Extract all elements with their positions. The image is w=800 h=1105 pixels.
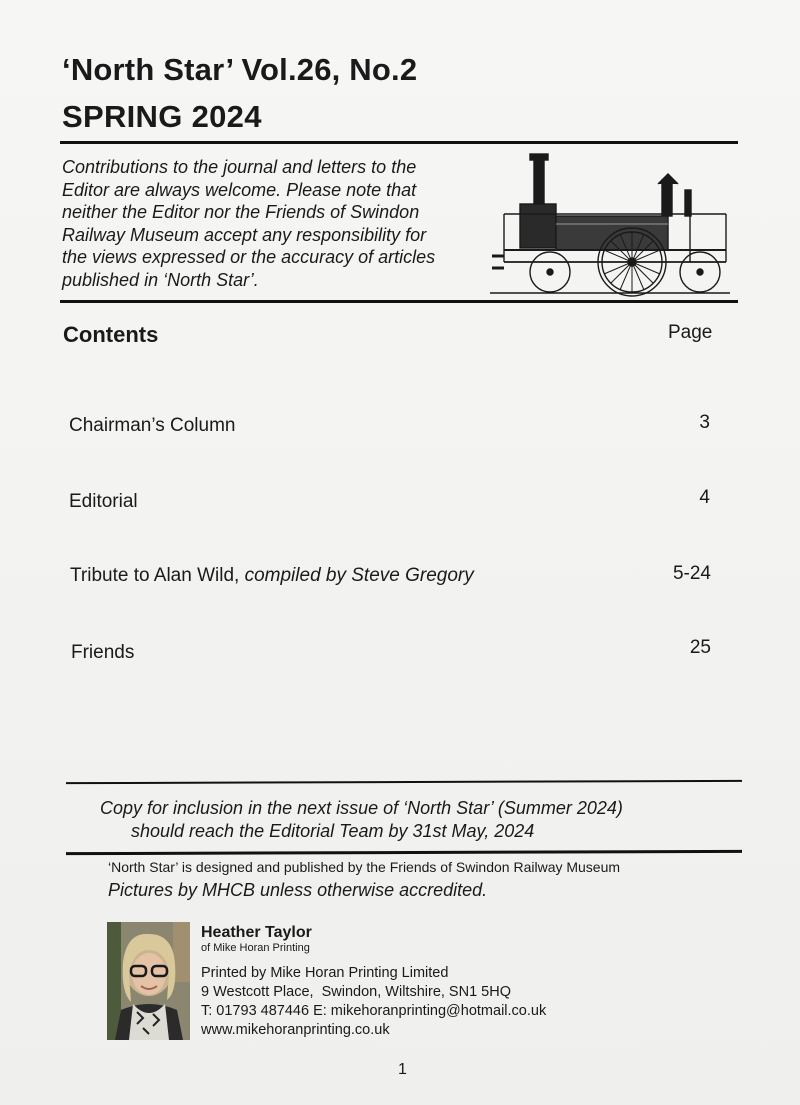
divider-copy-top bbox=[66, 780, 742, 784]
copy-line: should reach the Editorial Team by 31st May, 2024 bbox=[131, 821, 535, 841]
divider-top bbox=[60, 141, 738, 144]
editorial-notice bbox=[62, 156, 482, 291]
pictures-credit: Pictures by MHCB unless otherwise accredited. bbox=[108, 880, 488, 900]
contents-heading: Contents bbox=[63, 322, 159, 347]
toc-entry bbox=[70, 565, 474, 587]
notice-line: published in ‘North Star’. bbox=[62, 269, 259, 290]
contact-company: of Mike Horan Printing bbox=[201, 942, 310, 954]
contact-name: Heather Taylor bbox=[201, 924, 312, 941]
toc-entry-title: Friends bbox=[71, 642, 135, 663]
locomotive-illustration bbox=[490, 150, 730, 298]
divider-copy-bottom bbox=[66, 850, 742, 855]
copy-line: Copy for inclusion in the next issue of ‘North Star’ (Summer 2024) bbox=[100, 798, 623, 818]
toc-entry-title: Tribute to Alan Wild, bbox=[70, 565, 240, 586]
toc-entry-title: Editorial bbox=[69, 491, 138, 512]
notice-line: neither the Editor nor the Friends of Swindon bbox=[62, 202, 420, 222]
toc-entry-byline: compiled by Steve Gregory bbox=[244, 565, 474, 586]
printer-website: www.mikehoranprinting.co.uk bbox=[201, 1022, 390, 1038]
divider-contents bbox=[60, 300, 738, 303]
toc-entry-page: 3 bbox=[699, 412, 710, 433]
notice-line: Contributions to the journal and letters to the bbox=[62, 157, 417, 177]
printer-address: 9 Westcott Place, Swindon, Wiltshire, SN1 5HQ bbox=[201, 984, 511, 1000]
toc-entry-page: 4 bbox=[699, 487, 710, 508]
copy-deadline-notice bbox=[100, 797, 720, 843]
journal-title: ‘North Star’ Vol.26, No.2 bbox=[62, 52, 418, 87]
toc-entry-page: 5-24 bbox=[672, 563, 711, 584]
notice-line: Railway Museum accept any responsibility for bbox=[62, 224, 427, 245]
toc-entry-page: 25 bbox=[689, 637, 711, 658]
printer-details bbox=[201, 964, 546, 1040]
printer-contact: T: 01793 487446 E: mikehoranprinting@hotmail.co.uk bbox=[201, 1003, 547, 1019]
contact-photo bbox=[107, 922, 190, 1040]
issue-season: SPRING 2024 bbox=[62, 99, 262, 134]
notice-line: Editor are always welcome. Please note that bbox=[62, 179, 417, 200]
page-column-heading: Page bbox=[668, 322, 713, 343]
notice-line: the views expressed or the accuracy of articles bbox=[62, 247, 436, 267]
toc-entry-title: Chairman’s Column bbox=[69, 415, 236, 436]
publisher-line: ‘North Star’ is designed and published by the Friends of Swindon Railway Museum bbox=[108, 859, 621, 875]
page-number: 1 bbox=[398, 1061, 407, 1078]
printer-line: Printed by Mike Horan Printing Limited bbox=[201, 965, 449, 981]
